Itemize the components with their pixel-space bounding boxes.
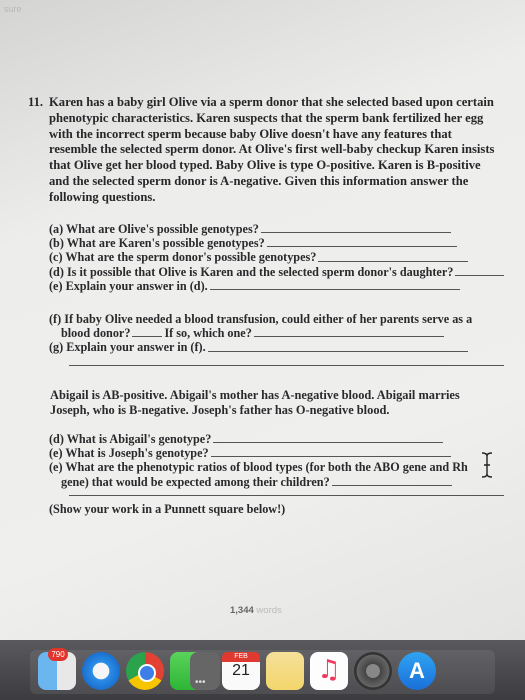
chrome-icon[interactable]	[126, 652, 164, 690]
answer-line-ratios2[interactable]	[69, 489, 504, 496]
show-work-note: (Show your work in a Punnett square below!)	[49, 501, 286, 516]
notes-icon[interactable]	[266, 652, 304, 690]
safari-icon[interactable]	[82, 652, 120, 690]
question-e-joseph: (e) What is Joseph's genotype?	[49, 446, 504, 460]
system-preferences-icon[interactable]	[354, 652, 392, 690]
question-c: (c) What are the sperm donor's possible genotypes?	[49, 250, 504, 264]
question-d: (d) Is it possible that Olive is Karen and the selected sperm donor's daughter?	[49, 265, 504, 279]
answer-blank-e[interactable]	[210, 289, 460, 290]
question-number: 11.	[28, 95, 44, 109]
answer-blank-joseph[interactable]	[211, 456, 451, 457]
launchpad-icon[interactable]: •••	[190, 652, 220, 690]
part1-questions	[49, 222, 504, 293]
question-d-abigail: (d) What is Abigail's genotype?	[49, 432, 504, 446]
question-11	[28, 95, 498, 206]
part2-questions	[49, 312, 504, 366]
abigail-paragraph: Abigail is AB-positive. Abigail's mother has A-negative blood. Abigail marries Joseph, who is B-negative. Joseph's father has O-negative blood.	[50, 388, 460, 418]
answer-blank-g[interactable]	[208, 351, 468, 352]
calendar-day: 21	[232, 662, 250, 679]
question-e-ratios: (e) What are the phenotypic ratios of blood types (for both the ABO gene and Rh	[49, 460, 468, 475]
answer-blank-abigail[interactable]	[213, 442, 443, 443]
part3-questions	[49, 432, 504, 516]
answer-blank-c[interactable]	[318, 261, 468, 262]
calendar-icon[interactable]	[222, 652, 260, 690]
question-f-line2: blood donor? If so, which one?	[49, 326, 504, 340]
answer-blank-d[interactable]	[455, 275, 504, 276]
answer-blank-a[interactable]	[261, 232, 451, 233]
answer-blank-f-yesno[interactable]	[132, 336, 162, 337]
answer-blank-f-which[interactable]	[254, 336, 444, 337]
answer-line-g2[interactable]	[69, 355, 504, 366]
question-f: (f) If baby Olive needed a blood transfusion, could either of her parents serve as a	[49, 312, 473, 326]
word-count: 1,344 words	[230, 605, 282, 616]
music-icon[interactable]: ♫	[310, 652, 348, 690]
question-g: (g) Explain your answer in (f).	[49, 340, 504, 354]
corner-label: sure	[4, 4, 22, 14]
notification-badge: 790	[48, 648, 68, 661]
question-a: (a) What are Olive's possible genotypes?	[49, 222, 504, 236]
app-store-icon[interactable]: A	[398, 652, 436, 690]
calendar-month: FEB	[222, 652, 260, 662]
answer-blank-ratios[interactable]	[332, 485, 452, 486]
question-b: (b) What are Karen's possible genotypes?	[49, 236, 504, 250]
question-e: (e) Explain your answer in (d).	[49, 279, 504, 293]
answer-blank-b[interactable]	[267, 246, 457, 247]
question-text: Karen has a baby girl Olive via a sperm donor that she selected based upon certain phenotypic characteristics. Karen suspects that the sperm bank fertilized her egg with the incorrect sperm because baby Olive doesn't have any features that resemble the selected sperm donor. At Olive's first well-baby checkup Karen insists that Olive get her blood typed. Baby Olive is type O-positive. Karen is B-positive and the selected sperm donor is A-negative. Given this information answer the following questions.	[49, 95, 495, 204]
text-cursor-icon	[480, 452, 494, 478]
question-e-ratios-line2: gene) that would be expected among their children?	[49, 475, 504, 489]
